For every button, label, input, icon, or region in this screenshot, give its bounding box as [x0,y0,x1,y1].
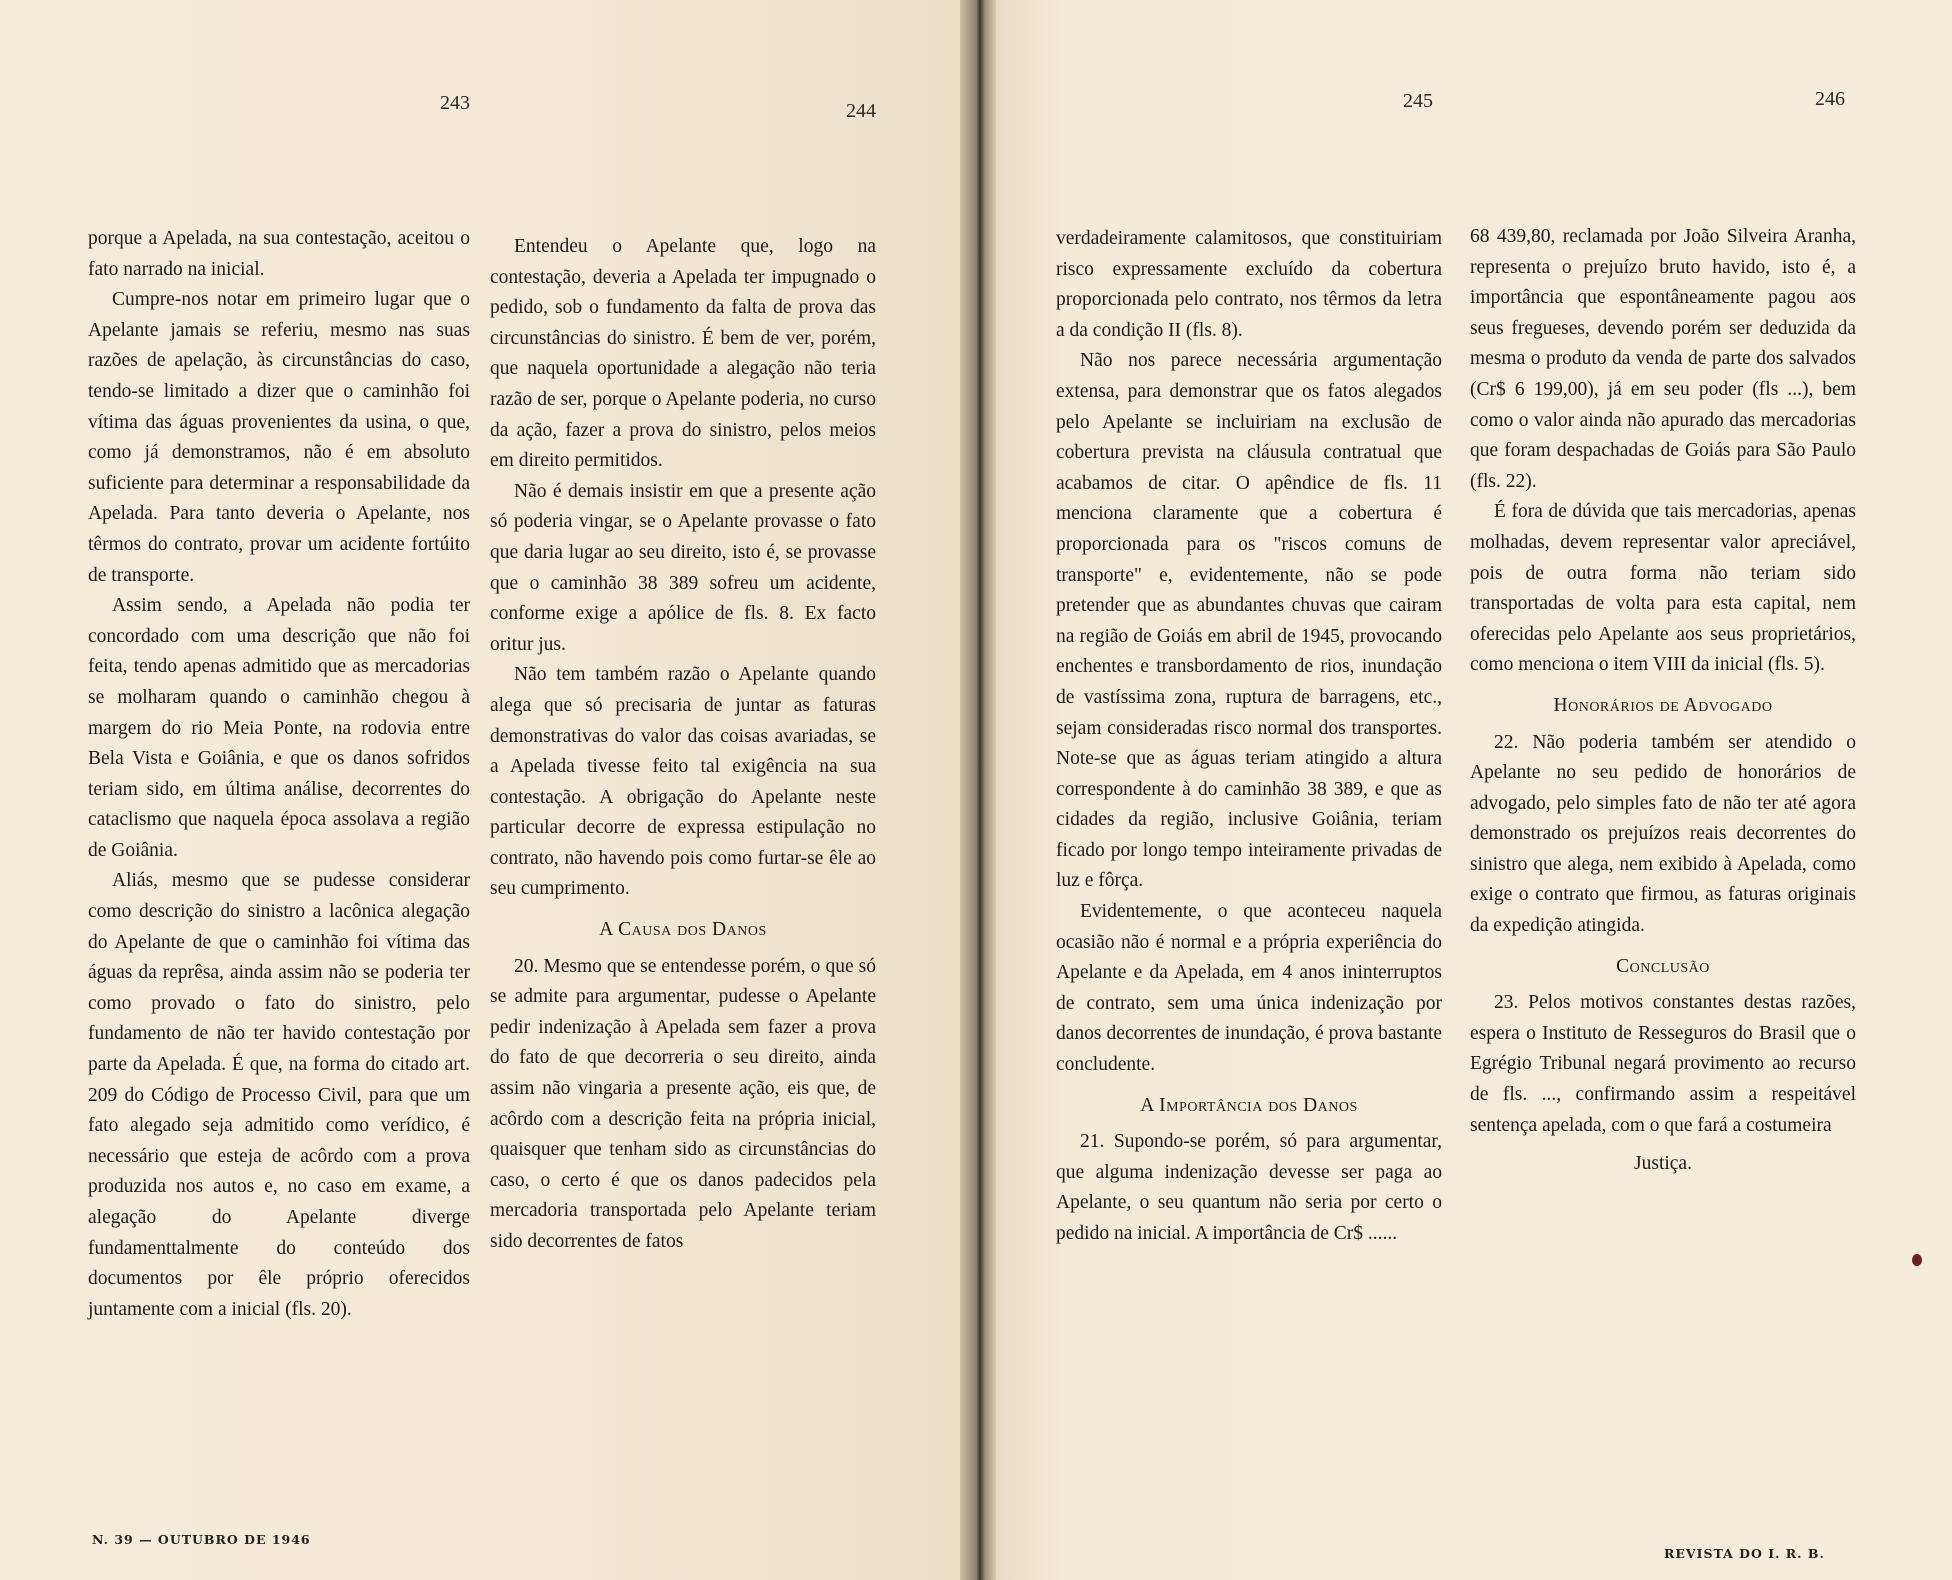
section-heading: Honorários de Advogado [1553,694,1773,716]
paragraph: Não tem também razão o Apelante quando alega que só precisaria de juntar as faturas demonstrativas do valor das coisas avariadas, se a Apelada tivesse feito tal exigência na sua contestação. A obrigação do Apelante neste particular decorre de expressa estipulação no contrato, não havendo pois como furtar-se êle ao seu cumprimento. [490,664,876,900]
section-heading: Conclusão [1616,955,1710,977]
paragraph: 20. Mesmo que se entendesse porém, o que só se admite para argumentar, pudesse o Apelante pedir indenização à Apelada sem fazer a prova do fato de que decorreria o seu direito, ainda assim não vingaria a presente ação, eis que, de acôrdo com a descrição feita na própria inicial, quaisquer que tenham sido as circunstâncias do caso, o certo é que os danos padecidos pela mercadoria transportada pelo Apelante teriam sido decorrentes de fatos [490,955,876,1252]
paragraph: 68 439,80, reclamada por João Silveira Aranha, representa o prejuízo bruto havido, isto é, a importância que espontâneamente pagou aos seus fregueses, devendo porém ser deduzida da mesma o produto da venda de parte dos salvados (Cr$ 6 199,00), já em seu poder (fls ...), bem como o valor ainda não apurado das mercadorias que foram despachadas de Goiás para São Paulo (fls. 22). [1470,226,1856,492]
page-number-244: 244 [846,100,876,122]
book-gutter [960,0,996,1580]
section-heading: A Importância dos Danos [1140,1094,1358,1116]
ink-spot [1912,1254,1922,1266]
paragraph: Não nos parece necessária argumentação extensa, para demonstrar que os fatos alegados pelo Apelante se incluiriam na exclusão de cobertura prevista na cláusula contratual que acabamos de citar. O apêndice de fls. 11 menciona claramente que a cobertura é proporcionada para os "riscos comuns de transporte" e, evidentemente, não se pode pretender que as abundantes chuvas que cairam na região de Goiás em abril de 1945, provocando enchentes e transbordamento de rios, inundação de vastíssima zona, ruptura de barragens, etc., sejam consideradas risco normal dos transportes. Note-se que as águas teriam atingido a altura correspondente à do caminhão 38 389, e que as cidades da região, inclusive Goiânia, teriam ficado por longo tempo inteiramente privadas de luz e fôrça. [1056,350,1442,892]
paragraph: É fora de dúvida que tais mercadorias, apenas molhadas, devem representar valor apreciável, pois de outra forma não teriam sido transportadas de volta para esta capital, nem oferecidas pelo Apelante aos seus proprietários, como menciona o item VIII da inicial (fls. 5). [1470,501,1856,676]
paragraph: Não é demais insistir em que a presente ação só poderia vingar, se o Apelante provasse o fato que daria lugar ao seu direito, isto é, se provasse que o caminhão 38 389 sofreu um acidente, conforme exige a apólice de fls. 8. Ex facto oritur jus. [490,480,876,655]
column-page-246 [1470,222,1856,1180]
paragraph: porque a Apelada, na sua contestação, aceitou o fato narrado na inicial. [88,228,470,280]
footer-journal: REVISTA DO I. R. B. [1664,1546,1825,1561]
page-number-246: 246 [1815,88,1845,110]
closing-signature: Justiça. [1634,1153,1692,1175]
paragraph: Entendeu o Apelante que, logo na contestação, deveria a Apelada ter impugnado o pedido, sob o fundamento da falta de prova das circunstâncias do sinistro. É bem de ver, porém, que naquela oportunidade a alegação não teria razão de ser, porque o Apelante poderia, no curso da ação, fazer a prova do sinistro, pelos meios em direito permitidos. [490,236,876,472]
paragraph: 21. Supondo-se porém, só para argumentar, que alguma indenização devesse ser paga ao Apelante, o seu quantum não seria por certo o pedido na inicial. A importância de Cr$ ...... [1056,1131,1442,1244]
paragraph: 23. Pelos motivos constantes destas razões, espera o Instituto de Resseguros do Brasil que o Egrégio Tribunal negará provimento ao recurso de fls. ..., confirmando assim a respeitável sentença apelada, com o que fará a costumeira [1470,992,1856,1136]
page-number-243: 243 [440,92,470,114]
paragraph: Evidentemente, o que aconteceu naquela ocasião não é normal e a própria experiência do Apelante e da Apelada, em 4 anos ininterruptos de contrato, sem uma única indenização por danos decorrentes de inundação, é prova bastante concludente. [1056,901,1442,1076]
page-number-245: 245 [1403,90,1433,112]
paragraph: Assim sendo, a Apelada não podia ter concordado com uma descrição que não foi feita, tendo apenas admitido que as mercadorias se molharam quando o caminhão chegou à margem do rio Meia Ponte, na rodovia entre Bela Vista e Goiânia, e que os danos sofridos teriam sido, em última análise, decorrentes do cataclismo que naquela época assolava a região de Goiânia. [88,595,470,861]
paragraph: verdadeiramente calamitosos, que constituiriam risco expressamente excluído da cobertura proporcionada pelo contrato, nos têrmos da letra a da condição II (fls. 8). [1056,228,1442,341]
footer-issue: N. 39 — OUTUBRO DE 1946 [92,1532,311,1547]
paragraph: Cumpre-nos notar em primeiro lugar que o Apelante jamais se referiu, mesmo nas suas razões de apelação, às circunstâncias do caso, tendo-se limitado a dizer que o caminhão foi vítima das águas provenientes da usina, o que, como já demonstramos, não é em absoluto suficiente para determinar a responsabilidade da Apelada. Para tanto deveria o Apelante, nos têrmos do contrato, provar um acidente fortúito de transporte. [88,289,470,586]
column-page-243 [88,224,470,1325]
section-heading: A Causa dos Danos [599,919,767,941]
paragraph: Aliás, mesmo que se pudesse considerar como descrição do sinistro a lacônica alegação do Apelante de que o caminhão foi vítima das águas da reprêsa, ainda assim não se poderia ter como provado o fato do sinistro, pelo fundamento de não ter havido contestação por parte da Apelada. É que, na forma do citado art. 209 do Código de Processo Civil, para que um fato alegado seja admitido como verídico, é necessário que esteja de acôrdo com a prova produzida nos autos e, no caso em exame, a alegação do Apelante diverge fundamenttalmente do conteúdo dos documentos por êle próprio oferecidos juntamente com a inicial (fls. 20). [88,870,470,1320]
column-page-244 [490,232,876,1258]
column-page-245 [1056,224,1442,1250]
paragraph: 22. Não poderia também ser atendido o Apelante no seu pedido de honorários de advogado, pelo simples fato de não ter até agora demonstrado os prejuízos reais decorrentes do sinistro que alega, nem exibido à Apelada, como exige o contrato que firmou, as faturas originais da expedição atingida. [1470,731,1856,937]
